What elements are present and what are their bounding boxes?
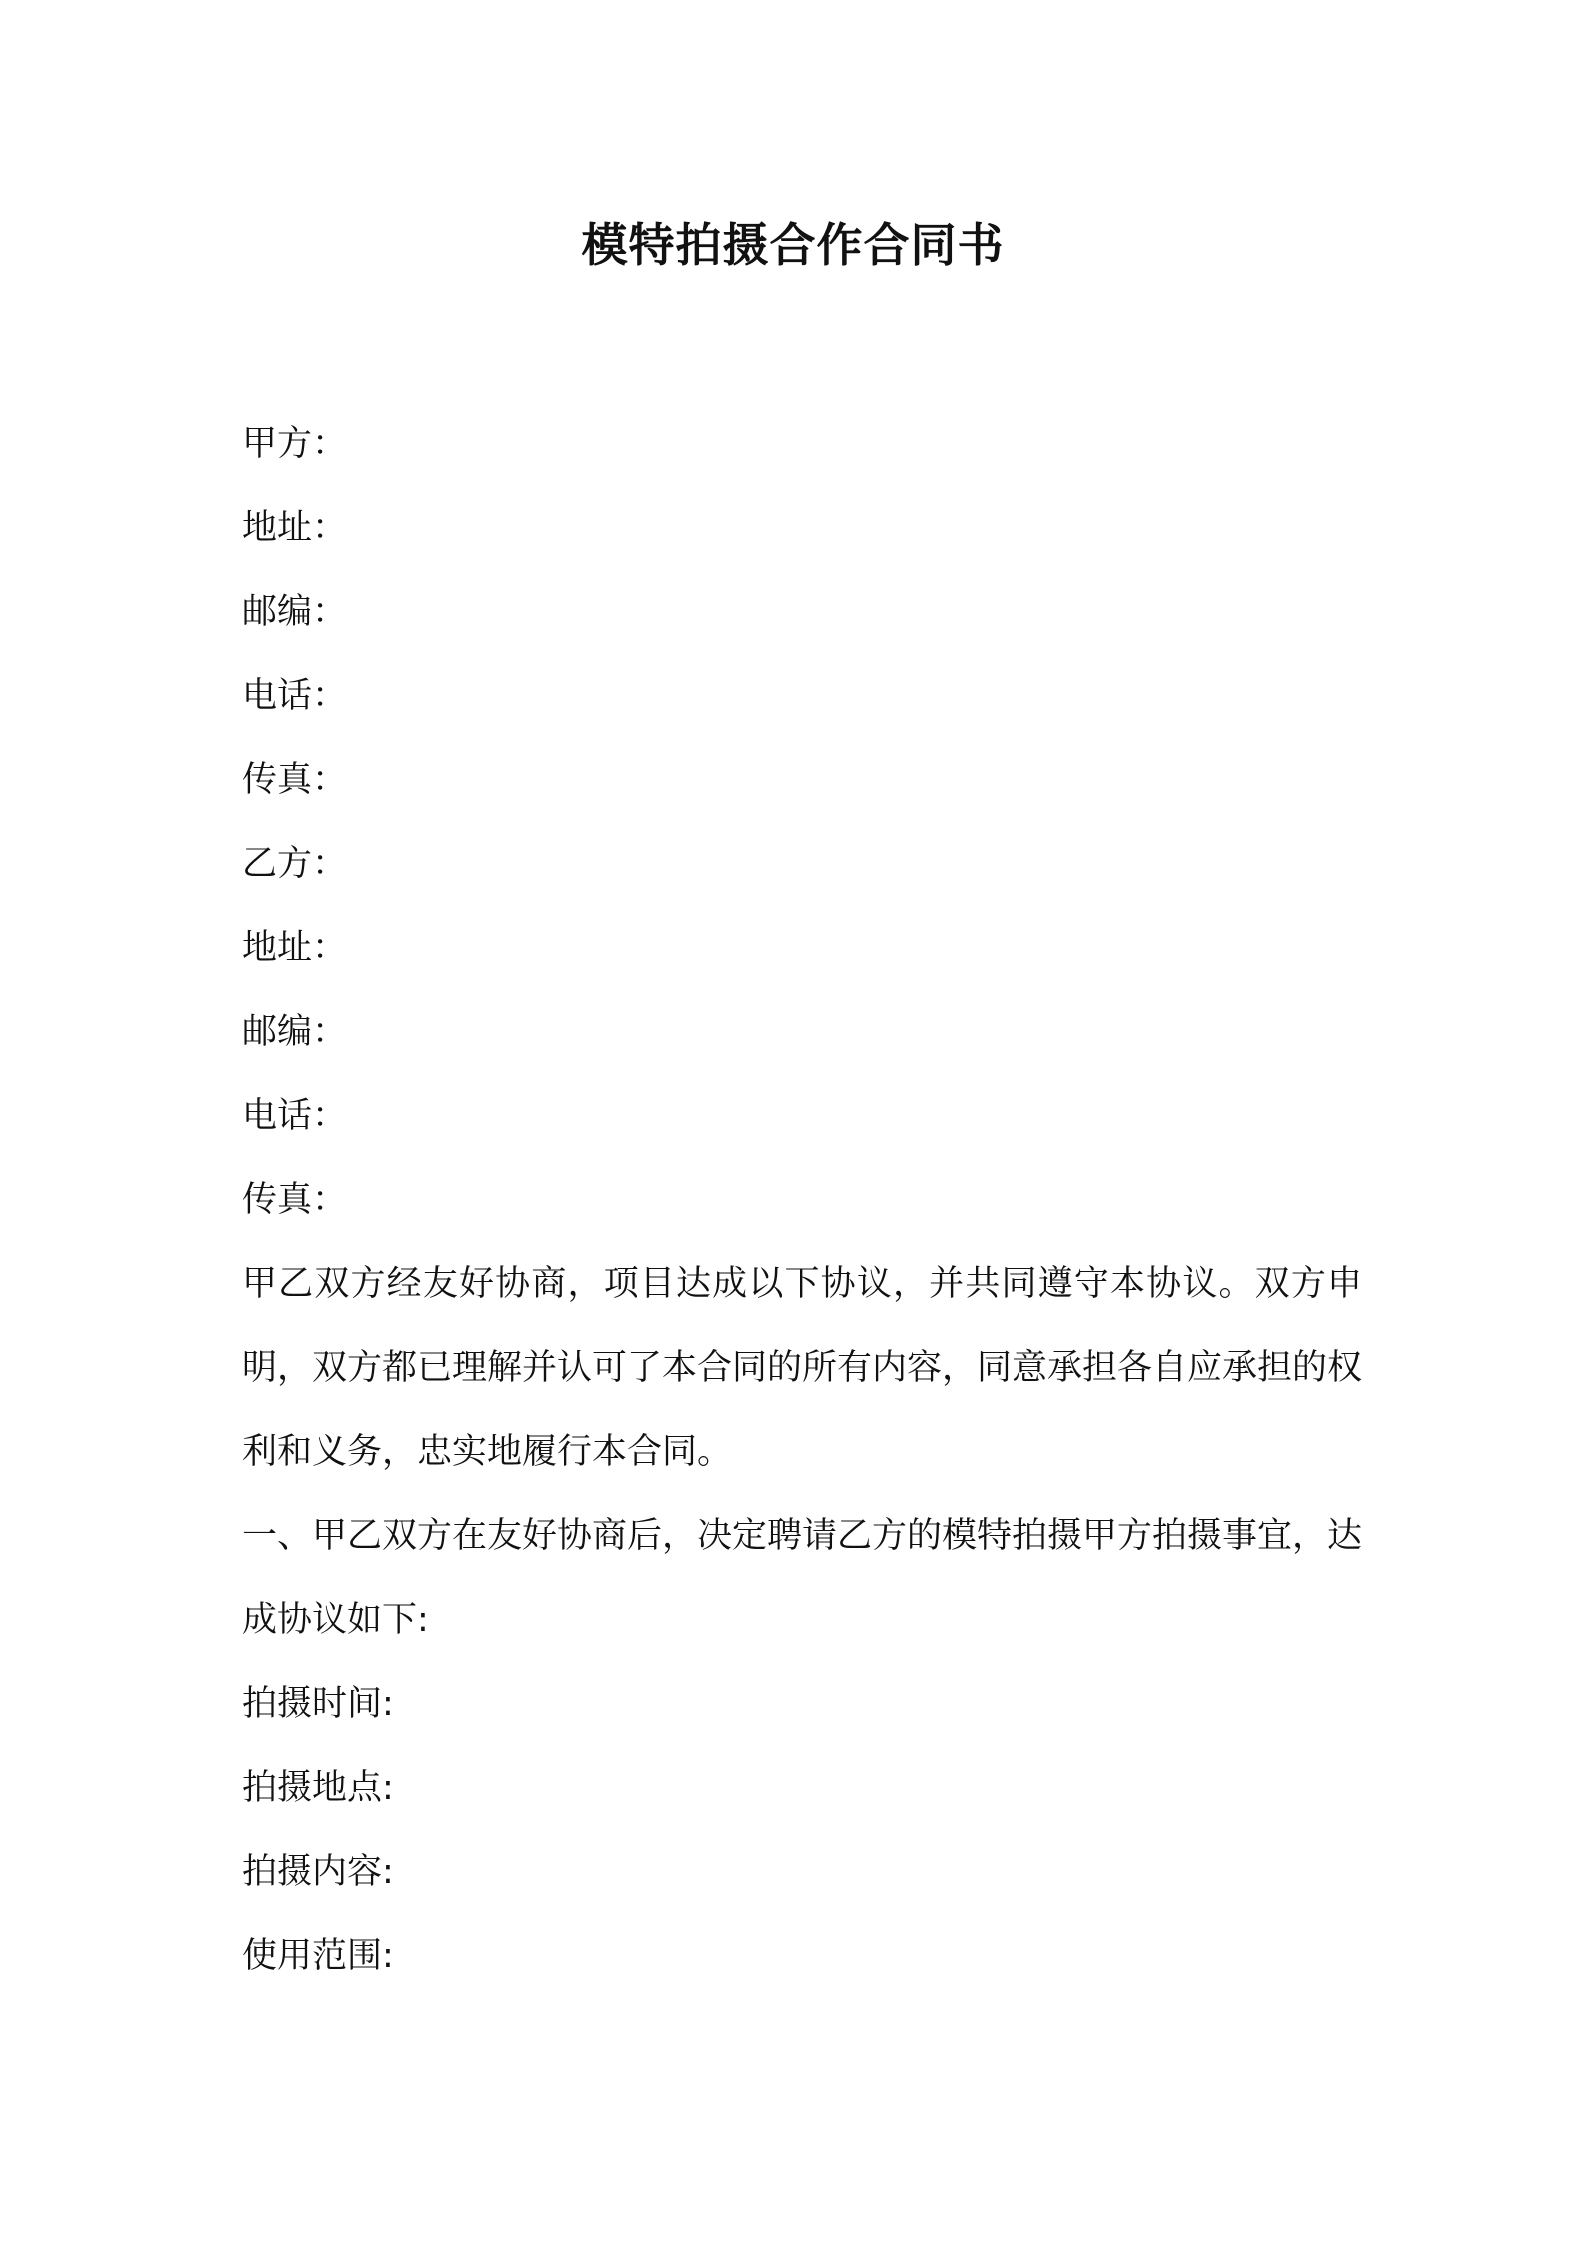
shoot-fields-section xyxy=(242,1662,1362,1998)
party-b-phone: 电话： xyxy=(242,1096,348,1136)
shoot-time-field: 拍摄时间: xyxy=(242,1684,394,1724)
intro-paragraph: 甲乙双方经友好协商，项目达成以下协议，并共同遵守本协议。双方申明，双方都已理解并认可了本合同的所有内容，同意承担各自应承担的权利和义务，忠实地履行本合同。 xyxy=(242,1264,1363,1472)
party-b-fax: 传真： xyxy=(242,1180,348,1220)
party-a-phone: 电话： xyxy=(242,676,348,716)
party-a-fax: 传真： xyxy=(242,760,348,800)
party-a-section xyxy=(242,402,1362,822)
document-body xyxy=(242,402,1362,1998)
party-a-address: 地址： xyxy=(242,508,348,548)
document-title: 模特拍摄合作合同书 xyxy=(581,218,1005,272)
party-b-label: 乙方： xyxy=(242,844,348,884)
shoot-content-field: 拍摄内容: xyxy=(242,1852,394,1892)
party-b-section xyxy=(242,822,1362,1242)
clause-1: 一、甲乙双方在友好协商后，决定聘请乙方的模特拍摄甲方拍摄事宜，达成协议如下: xyxy=(242,1516,1363,1640)
usage-scope-field: 使用范围: xyxy=(242,1936,394,1976)
shoot-location-field: 拍摄地点: xyxy=(242,1768,394,1808)
party-a-label: 甲方： xyxy=(242,424,348,464)
party-a-postcode: 邮编： xyxy=(242,592,348,632)
party-b-address: 地址： xyxy=(242,928,348,968)
party-b-postcode: 邮编： xyxy=(242,1012,348,1052)
